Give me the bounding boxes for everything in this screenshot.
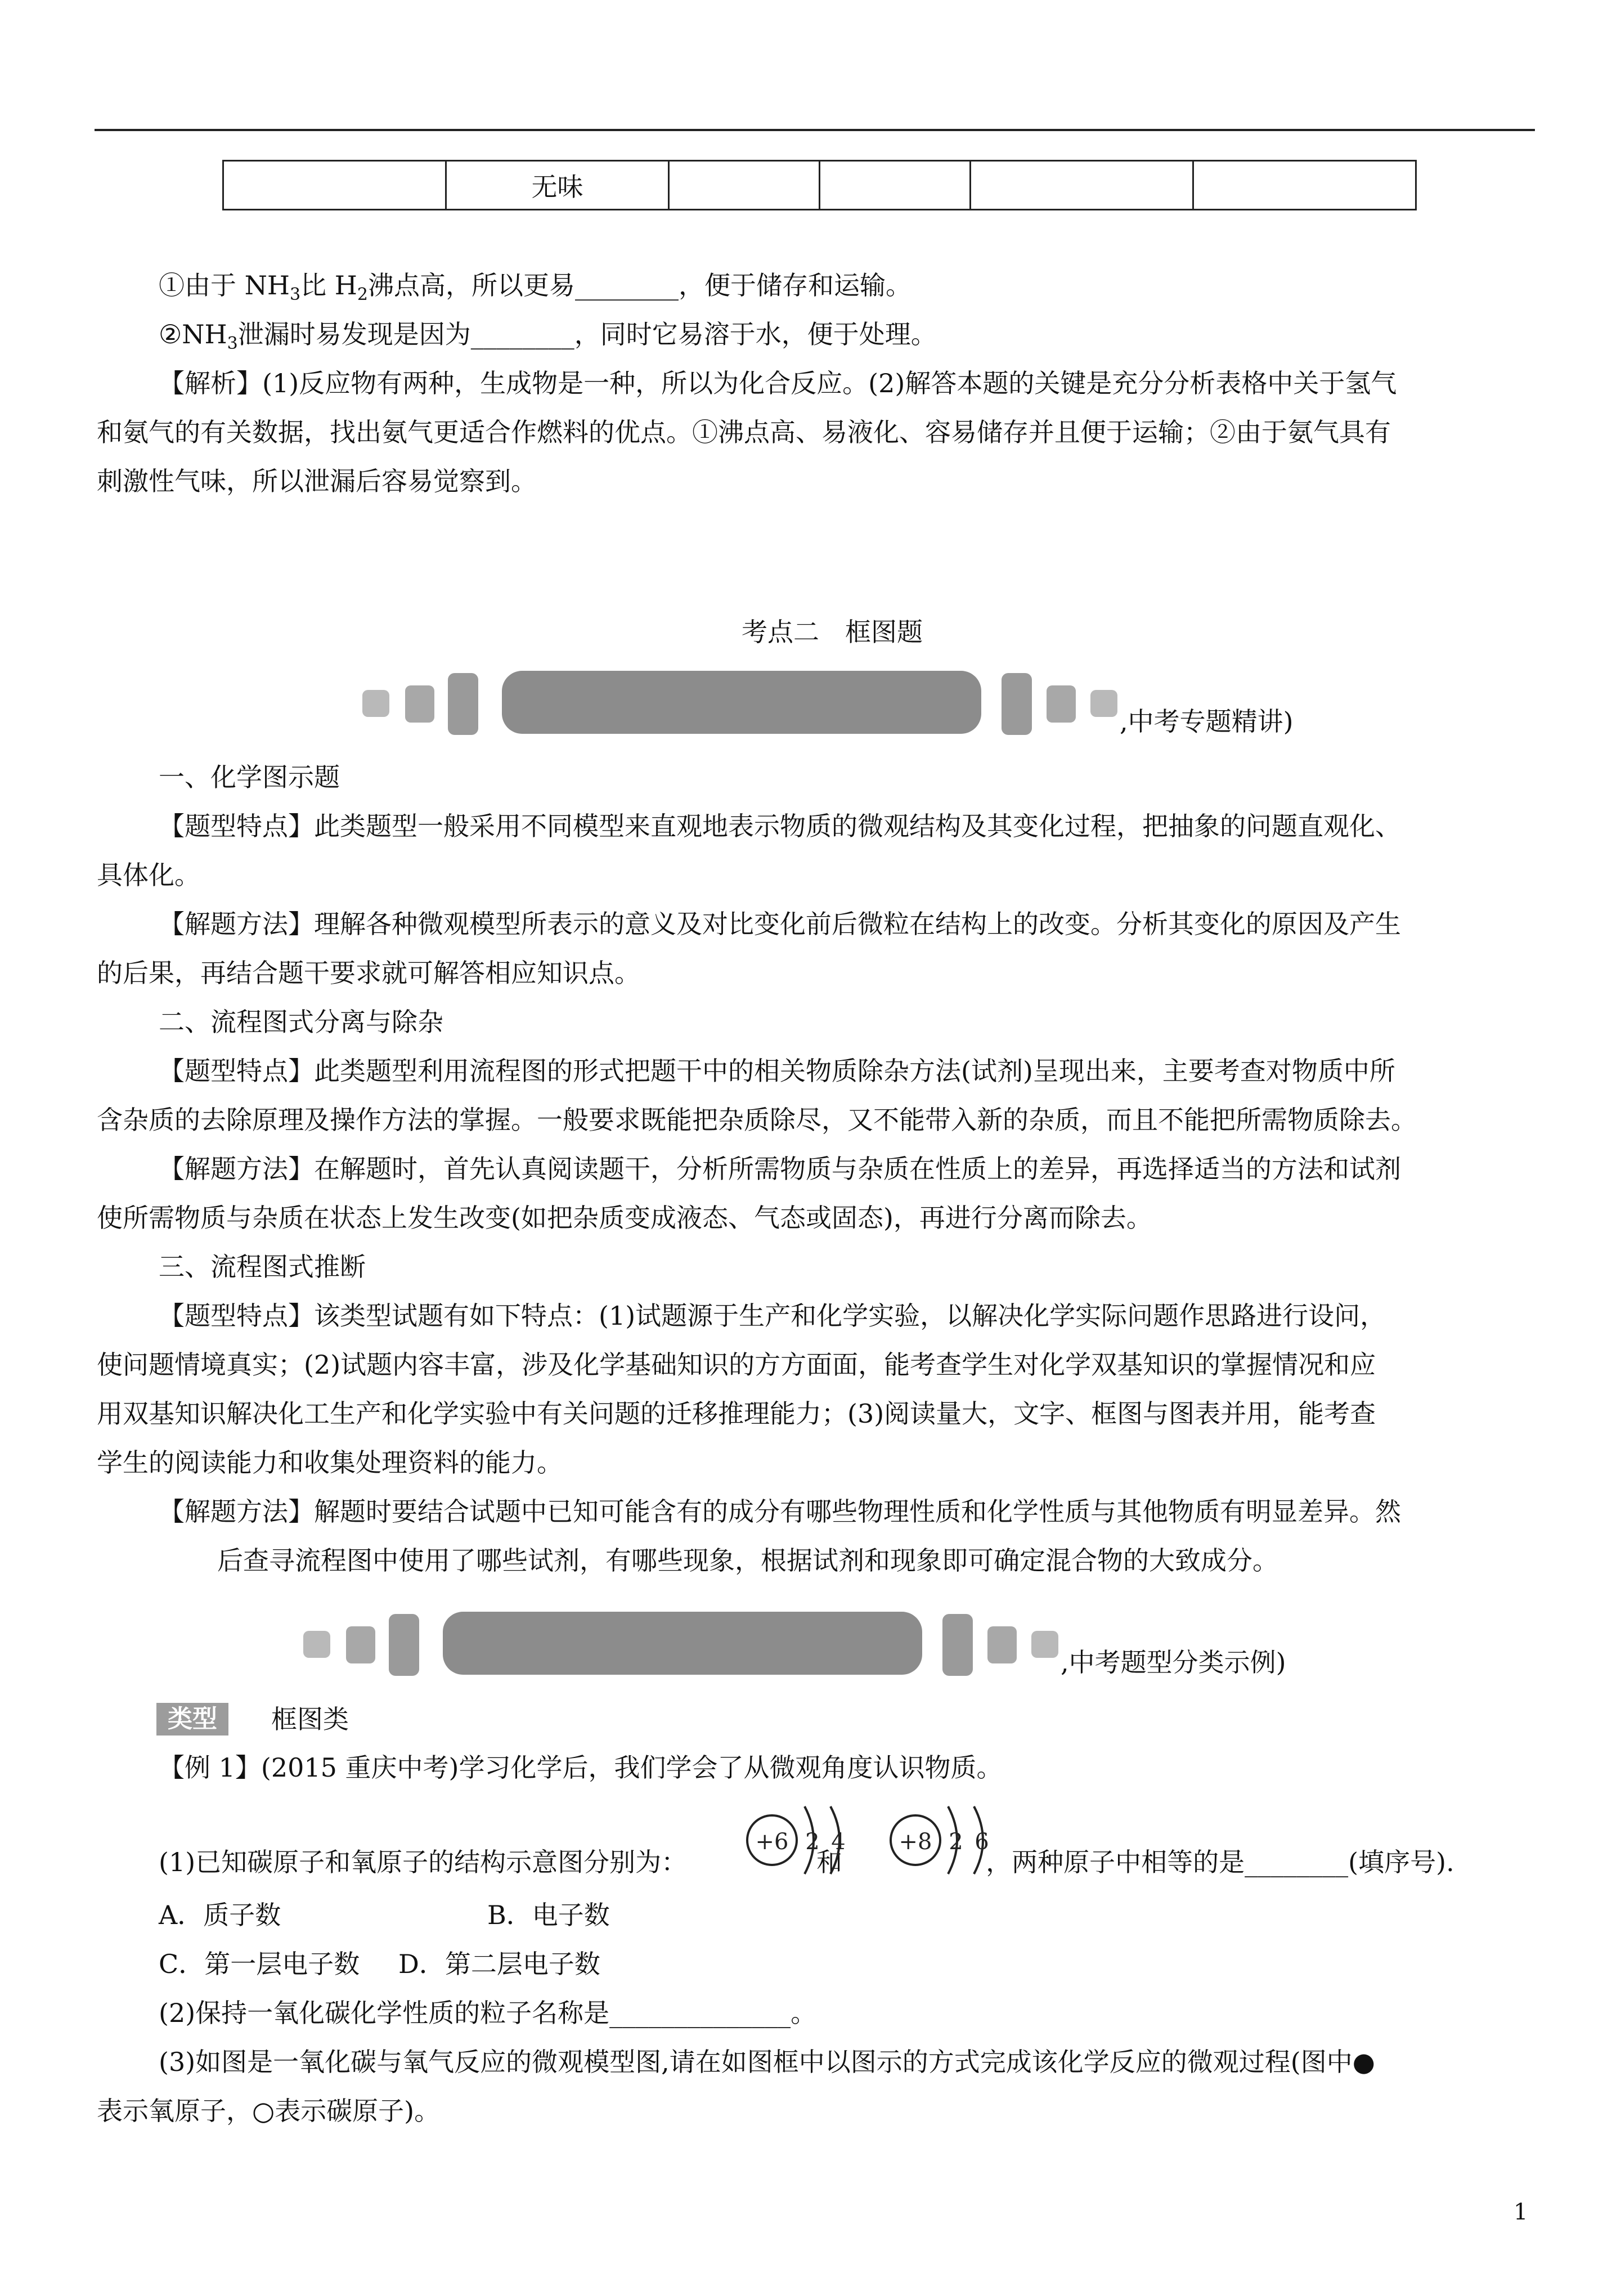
banner-decor — [1090, 690, 1117, 717]
body-line: 学生的阅读能力和收集处理资料的能力。 — [97, 1447, 563, 1478]
example-title: 【例 1】(2015 重庆中考)学习化学后，我们学会了从微观角度认识物质。 — [159, 1752, 1003, 1783]
banner-label: ,中考专题精讲) — [1120, 706, 1294, 737]
analysis-line: 和氨气的有关数据，找出氨气更适合作燃料的优点。①沸点高、易液化、容易储存并且便于运输；②由于氨气具有 — [97, 417, 1391, 447]
banner-decor — [1031, 1631, 1058, 1658]
question-part-3: 表示氧原子，○表示碳原子)。 — [97, 2096, 441, 2126]
option-c: C．第一层电子数 — [159, 1949, 360, 1979]
table-cell — [223, 161, 446, 210]
banner-pill — [443, 1612, 922, 1675]
question-part-2: (2)保持一氧化碳化学性质的粒子名称是______________。 — [159, 1998, 817, 2028]
banner-decor — [346, 1626, 375, 1663]
table-cell — [1193, 161, 1416, 210]
banner-decor — [303, 1631, 330, 1658]
body-line: 【解题方法】理解各种微观模型所表示的意义及对比变化前后微粒在结构上的改变。分析其变化的原因及产生 — [159, 909, 1401, 939]
shell-electron-count: 6 — [975, 1829, 989, 1855]
table-row — [223, 161, 1416, 210]
header-rule — [95, 129, 1535, 131]
banner-decor — [362, 690, 389, 717]
body-line: 使问题情境真实；(2)试题内容丰富，涉及化学基础知识的方方面面，能考查学生对化学双基知识的掌握情况和应 — [97, 1349, 1376, 1380]
section-banner-2 — [301, 1609, 1370, 1677]
table-cell — [971, 161, 1193, 210]
option-a: A．质子数 — [159, 1900, 281, 1930]
table-cell — [820, 161, 971, 210]
body-line: 【解题方法】解题时要结合试题中已知可能含有的成分有哪些物理性质和化学性质与其他物质有明显差异。然 — [159, 1496, 1401, 1527]
oxygen-atom-diagram — [875, 1794, 1010, 1884]
analysis-line: 刺激性气味，所以泄漏后容易觉察到。 — [97, 466, 537, 496]
body-line: 二、流程图式分离与除杂 — [159, 1007, 443, 1037]
shell-electron-count: 4 — [831, 1829, 846, 1855]
analysis-line: 【解析】(1)反应物有两种，生成物是一种，所以为化合反应。(2)解答本题的关键是充分分析表格中关于氢气 — [159, 368, 1397, 398]
body-line: 【解题方法】在解题时，首先认真阅读题干，分析所需物质与杂质在性质上的差异，再选择适当的方法和试剂 — [159, 1154, 1401, 1184]
option-b: B．电子数 — [487, 1900, 610, 1930]
type-tag: 类型 — [156, 1703, 228, 1736]
banner-label: ,中考题型分类示例) — [1061, 1647, 1286, 1678]
table-cell — [669, 161, 820, 210]
property-table — [222, 160, 1417, 210]
nucleus-charge: +8 — [899, 1829, 932, 1855]
banner-decor — [1047, 685, 1076, 723]
body-line: 后查寻流程图中使用了哪些试剂，有哪些现象，根据试剂和现象即可确定混合物的大致成分。 — [217, 1545, 1278, 1576]
option-d: D．第二层电子数 — [398, 1949, 600, 1979]
section-banner-1 — [360, 669, 1317, 736]
page-number: 1 — [1514, 2199, 1528, 2225]
question-part-3: (3)如图是一氧化碳与氧气反应的微观模型图,请在如图框中以图示的方式完成该化学反应的微观过程(图中● — [159, 2047, 1375, 2077]
shell-electron-count: 2 — [805, 1829, 820, 1855]
banner-pill — [502, 671, 981, 734]
body-line: 具体化。 — [97, 860, 200, 890]
body-line: 含杂质的去除原理及操作方法的掌握。一般要求既能把杂质除尽，又不能带入新的杂质，而且不能把所需物质除去。 — [97, 1105, 1417, 1135]
banner-decor — [1002, 673, 1032, 735]
type-name: 框图类 — [271, 1704, 349, 1734]
section-title: 考点二 框图题 — [742, 617, 923, 647]
banner-decor — [987, 1626, 1017, 1663]
banner-decor — [942, 1614, 973, 1676]
body-line: 使所需物质与杂质在状态上发生改变(如把杂质变成液态、气态或固态)，再进行分离而除去。 — [97, 1203, 1152, 1233]
body-line: 【题型特点】此类题型一般采用不同模型来直观地表示物质的微观结构及其变化过程，把抽象的问题直观化、 — [159, 811, 1401, 841]
shell-electron-count: 2 — [949, 1829, 963, 1855]
body-line: 一、化学图示题 — [159, 762, 340, 792]
body-line: 三、流程图式推断 — [159, 1252, 366, 1282]
table-cell: 无味 — [446, 161, 669, 210]
banner-decor — [389, 1614, 419, 1676]
body-line: 【题型特点】该类型试题有如下特点：(1)试题源于生产和化学实验，以解决化学实际问题作思路进行设问， — [159, 1301, 1386, 1331]
body-line: 的后果，再结合题干要求就可解答相应知识点。 — [97, 958, 640, 988]
body-line: 【题型特点】此类题型利用流程图的形式把题干中的相关物质除杂方法(试剂)呈现出来，主要考查对物质中所 — [159, 1056, 1395, 1086]
nucleus-charge: +6 — [755, 1829, 789, 1855]
banner-decor — [405, 685, 434, 723]
banner-decor — [448, 673, 478, 735]
question-line-1: ①由于 $NH_3$比 $H_2$沸点高，所以更易________，便于储存和运输。 — [159, 270, 911, 304]
carbon-atom-diagram — [731, 1794, 861, 1884]
question-line-2: $②NH_3$泄漏时易发现是因为________，同时它易溶于水，便于处理。 — [159, 319, 937, 353]
body-line: 用双基知识解决化工生产和化学实验中有关问题的迁移推理能力；(3)阅读量大，文字、框图与图表并用，能考查 — [97, 1398, 1376, 1429]
question-part-1: (1)已知碳原子和氧原子的结构示意图分别为： 和 ，两种原子中相等的是________(填序号). — [159, 1847, 1454, 1877]
